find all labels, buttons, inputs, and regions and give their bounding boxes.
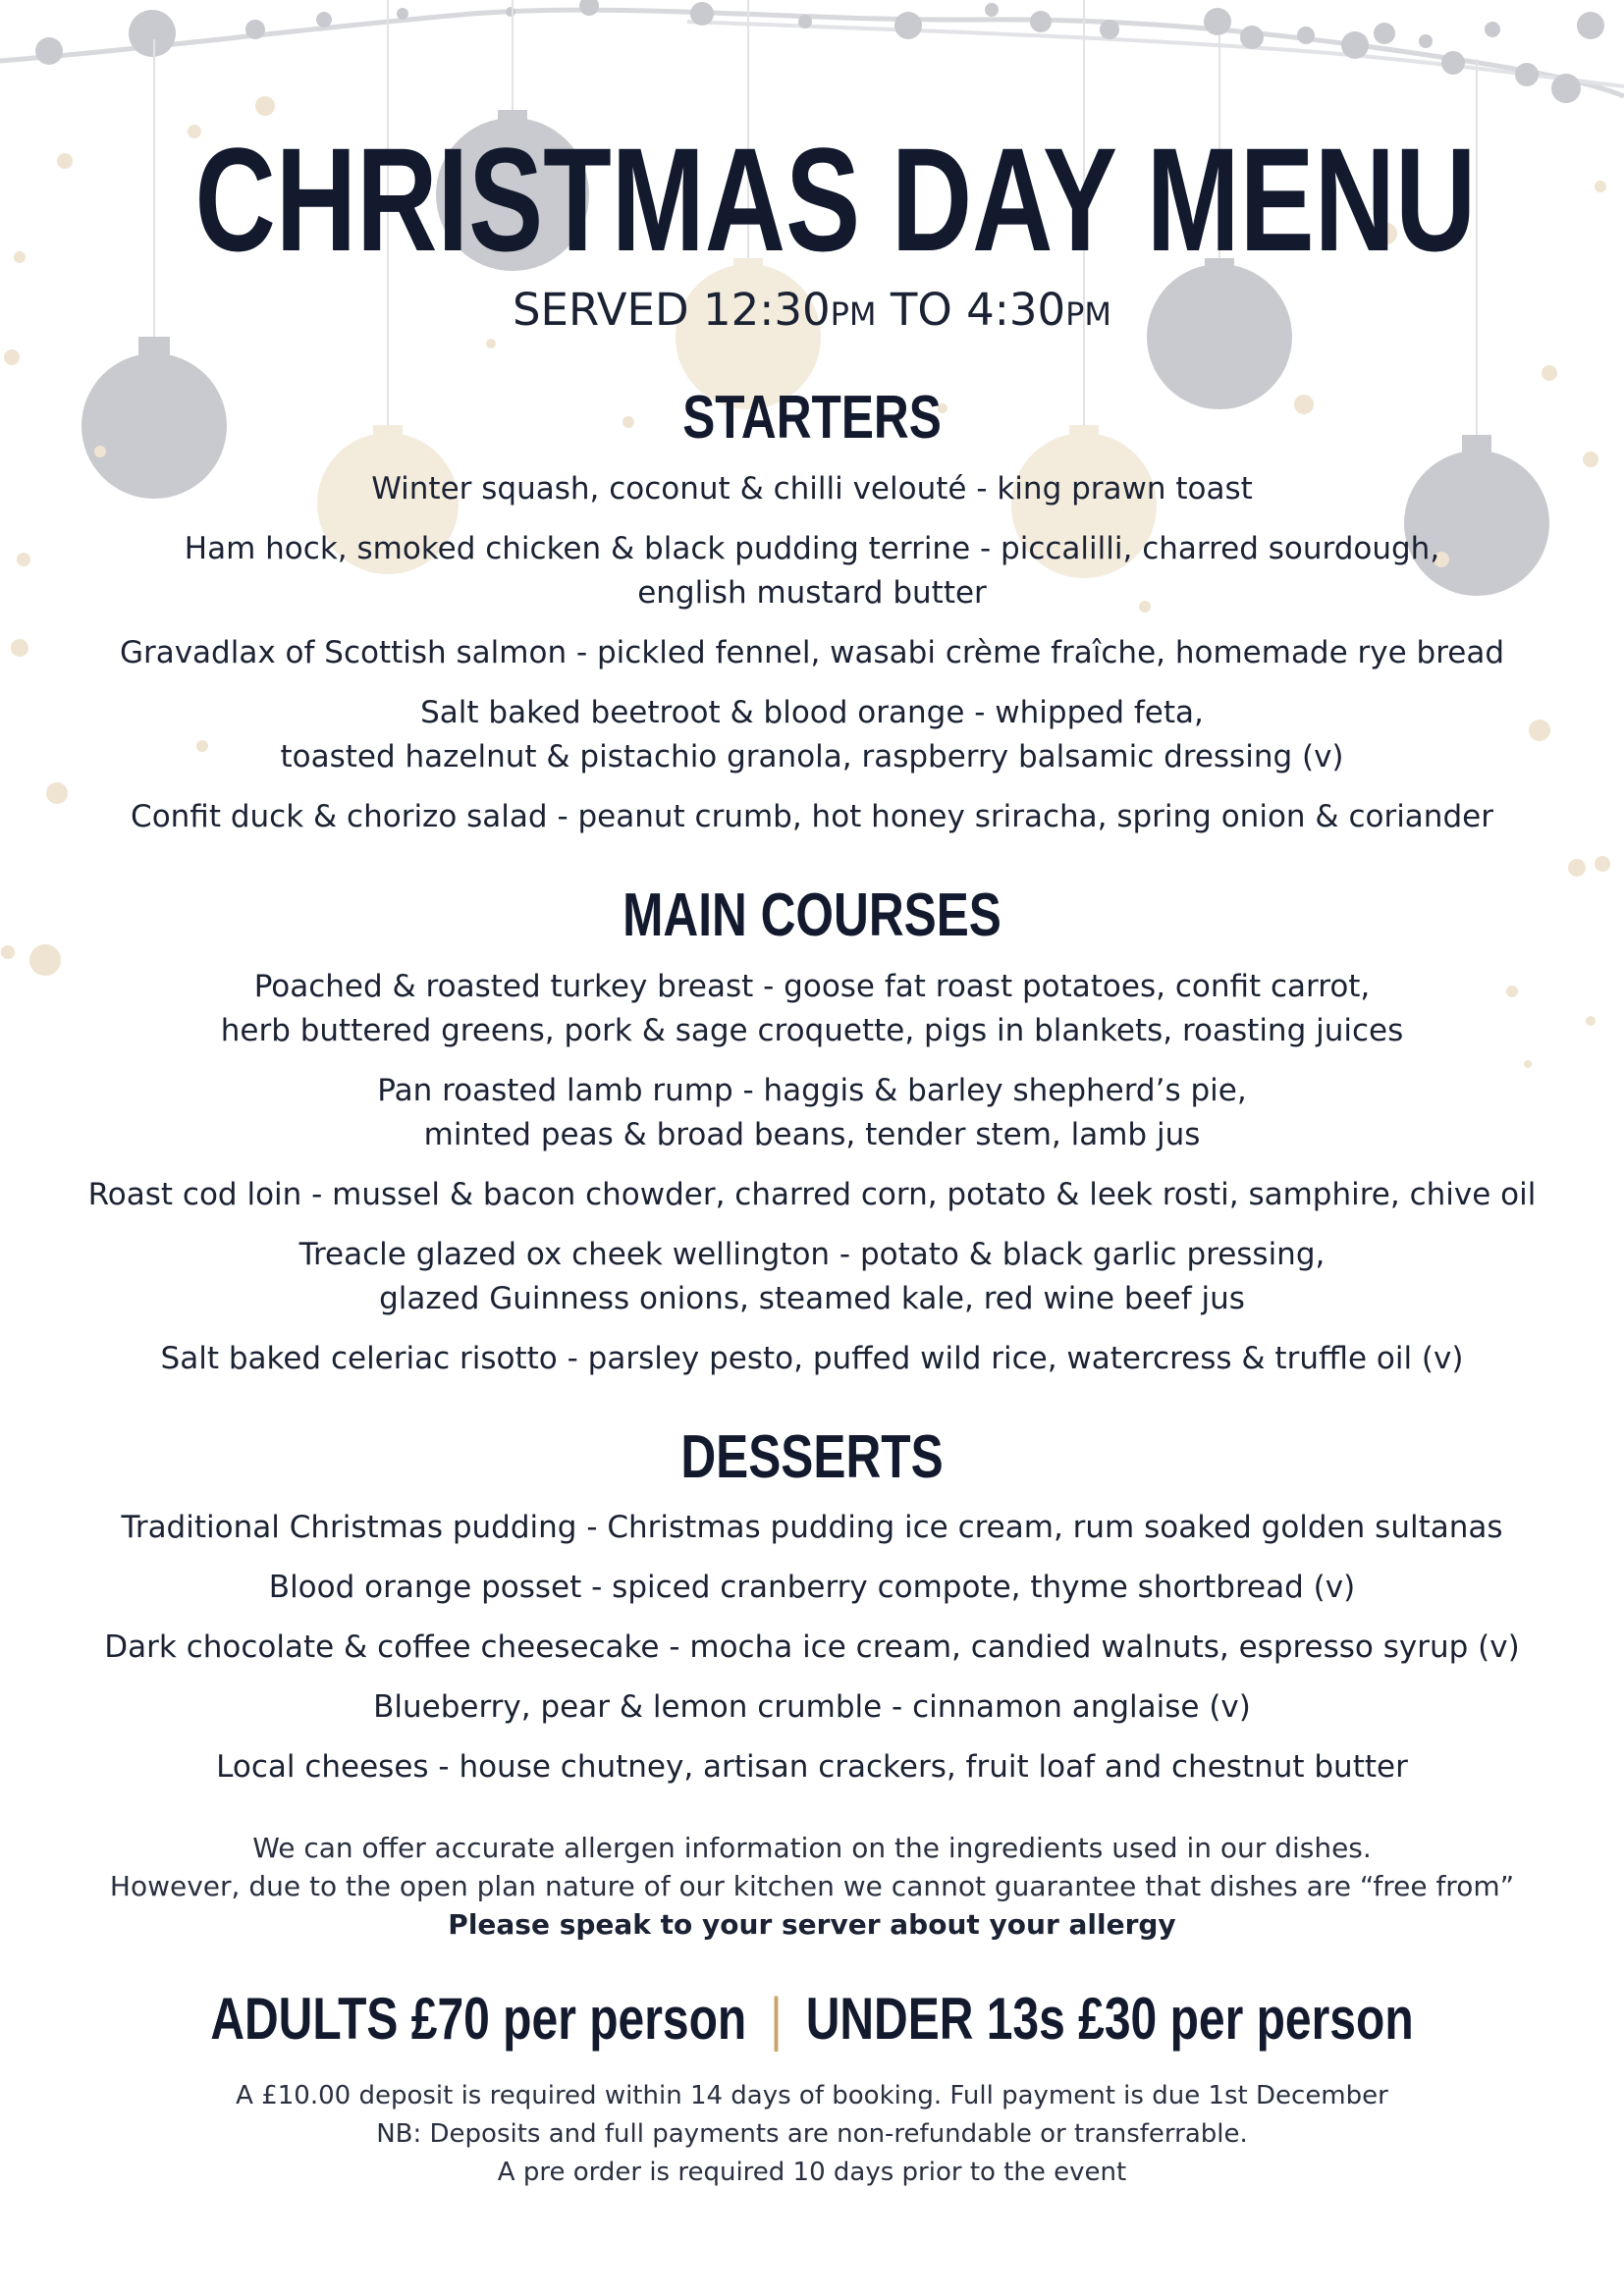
menu-item: [0, 1745, 1624, 1789]
menu-item: [0, 1506, 1624, 1550]
allergen-line-1: We can offer accurate allergen information on the ingredients used in our dishes.: [252, 1832, 1372, 1864]
allergen-line-3: Please speak to your server about your allergy: [448, 1908, 1176, 1941]
menu-item: [0, 467, 1624, 511]
menu-item: [0, 1069, 1624, 1157]
string-lights: [0, 10, 1624, 96]
menu-item-line: Traditional Christmas pudding - Christmas pudding ice cream, rum soaked golden sultanas: [121, 1510, 1503, 1545]
menu-item-line: Salt baked celeriac risotto - parsley pesto, puffed wild rice, watercress & truffle oil (v): [160, 1341, 1464, 1376]
menu-item-line: Ham hock, smoked chicken & black pudding terrine - piccalilli, charred sourdough,: [184, 531, 1440, 566]
served-start: 12:30: [702, 284, 831, 336]
menu-item: [0, 795, 1624, 839]
mains-heading: MAIN COURSES: [623, 881, 1001, 949]
child-price: UNDER 13s £30 per person: [805, 1986, 1414, 2052]
menu-item-line: Gravadlax of Scottish salmon - pickled fennel, wasabi crème fraîche, homemade rye bread: [119, 635, 1505, 670]
menu-item-line: Confit duck & chorizo salad - peanut crumb, hot honey sriracha, spring onion & coriander: [131, 799, 1493, 834]
adult-price: ADULTS £70 per person: [210, 1986, 747, 2052]
prices: [162, 1983, 1461, 2056]
menu-item: [0, 965, 1624, 1053]
menu-item-line: minted peas & broad beans, tender stem, lamb jus: [423, 1117, 1201, 1152]
menu-item-line: Treacle glazed ox cheek wellington - potato & black garlic pressing,: [298, 1237, 1326, 1272]
served-end-suffix: PM: [1065, 295, 1112, 333]
menu-item-line: Winter squash, coconut & chilli velouté - king prawn toast: [371, 471, 1253, 507]
string-lights-2: [687, 22, 1624, 86]
allergen-line-2: However, due to the open plan nature of our kitchen we cannot guarantee that dishes are “free from”: [109, 1870, 1515, 1902]
booking-terms: [0, 2077, 1624, 2192]
menu-item-line: herb buttered greens, pork & sage croquette, pigs in blankets, roasting juices: [220, 1013, 1404, 1048]
served-middle: TO: [876, 284, 967, 336]
page-title: CHRISTMAS DAY MENU: [194, 117, 1477, 282]
menu-item-line: Salt baked beetroot & blood orange - whipped feta,: [420, 695, 1204, 730]
menu-item: [0, 1685, 1624, 1730]
terms-line-2: NB: Deposits and full payments are non-refundable or transferrable.: [376, 2119, 1248, 2149]
menu-item-line: toasted hazelnut & pistachio granola, raspberry balsamic dressing (v): [280, 739, 1344, 774]
menu-item: [0, 1173, 1624, 1217]
menu-item-line: Blood orange posset - spiced cranberry compote, thyme shortbread (v): [268, 1570, 1356, 1605]
menu-item-line: Local cheeses - house chutney, artisan crackers, fruit loaf and chestnut butter: [216, 1749, 1408, 1785]
menu-item-line: Poached & roasted turkey breast - goose fat roast potatoes, confit carrot,: [253, 969, 1371, 1004]
menu-item: [0, 691, 1624, 779]
menu-item: [0, 1566, 1624, 1610]
menu-item: [0, 1626, 1624, 1670]
menu-item: [0, 527, 1624, 615]
allergen-notice: [0, 1829, 1624, 1944]
starters-heading: STARTERS: [682, 384, 942, 452]
mains-list: [0, 965, 1624, 1397]
menu-item-line: Roast cod loin - mussel & bacon chowder, charred corn, potato & leek rosti, samphire, chive oil: [87, 1177, 1537, 1212]
menu-item-line: Dark chocolate & coffee cheesecake - mocha ice cream, candied walnuts, espresso syrup (v): [104, 1629, 1520, 1665]
serving-times: [0, 281, 1624, 344]
menu-item: [0, 631, 1624, 675]
desserts-list: [0, 1506, 1624, 1805]
served-prefix: SERVED: [512, 284, 703, 336]
menu-item-line: Pan roasted lamb rump - haggis & barley shepherd’s pie,: [377, 1073, 1247, 1108]
starters-list: [0, 467, 1624, 855]
terms-line-3: A pre order is required 10 days prior to the event: [497, 2158, 1127, 2187]
menu-item: [0, 1233, 1624, 1321]
menu-item-line: glazed Guinness onions, steamed kale, red wine beef jus: [379, 1281, 1245, 1316]
menu-item-line: english mustard butter: [637, 575, 987, 611]
menu-item: [0, 1337, 1624, 1381]
menu-item-line: Blueberry, pear & lemon crumble - cinnamon anglaise (v): [373, 1689, 1251, 1725]
terms-line-1: A £10.00 deposit is required within 14 days of booking. Full payment is due 1st December: [236, 2081, 1388, 2110]
served-start-suffix: PM: [830, 295, 877, 333]
price-separator: |: [770, 1986, 783, 2052]
desserts-heading: DESSERTS: [680, 1423, 944, 1491]
served-end: 4:30: [966, 284, 1066, 336]
